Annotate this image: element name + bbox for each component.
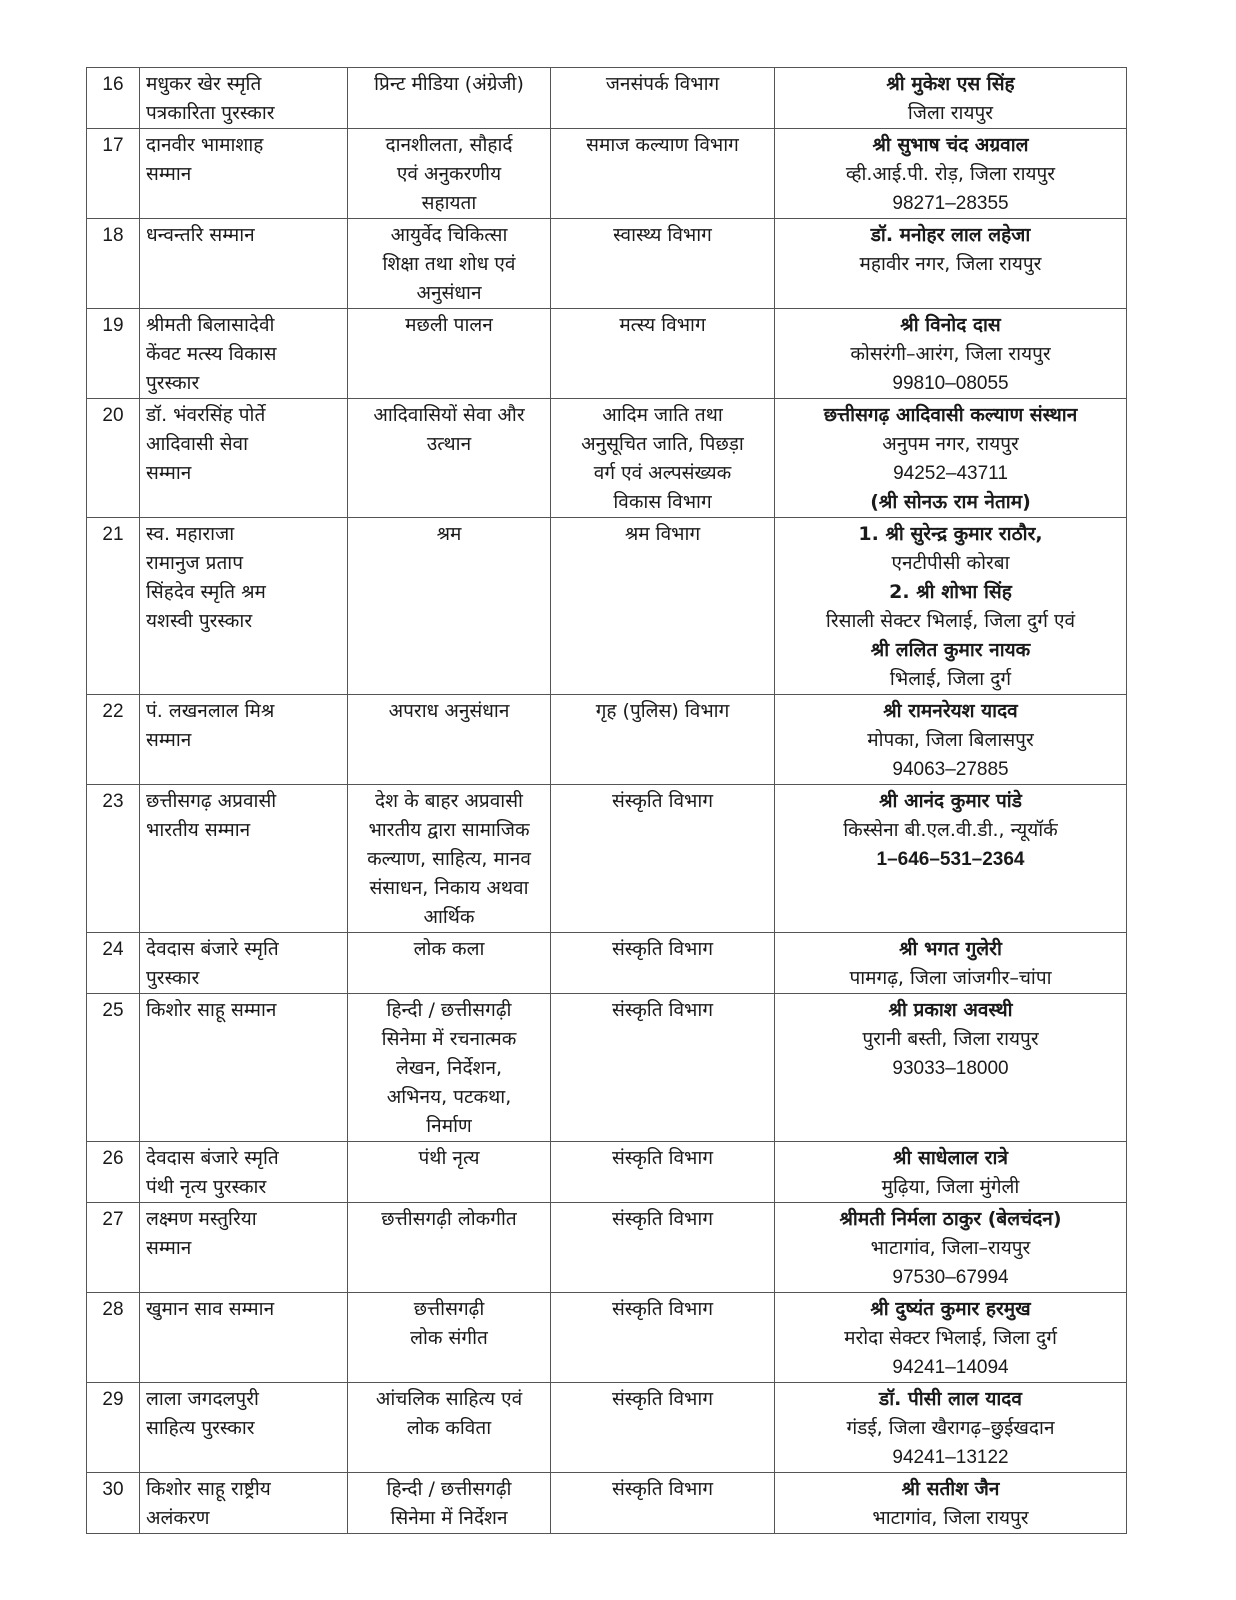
department-cell — [551, 1473, 775, 1534]
serial-number: 22 — [102, 701, 124, 722]
serial-number-cell — [87, 1203, 140, 1293]
award-name-cell — [140, 309, 348, 399]
recipient-address: गंडई, जिला खैरागढ़–छुईखदान — [846, 1417, 1055, 1439]
award-name-line: छत्तीसगढ़ अप्रवासी — [146, 790, 277, 812]
award-field-line: शिक्षा तथा शोध एवं — [382, 253, 516, 275]
table-row — [87, 1473, 1127, 1534]
award-field-cell — [348, 1473, 551, 1534]
award-name-line: साहित्य पुरस्कार — [146, 1417, 255, 1439]
award-field-line: आदिवासियों सेवा और — [373, 404, 525, 426]
award-name-line: लाला जगदलपुरी — [146, 1388, 259, 1410]
recipient-cell — [775, 1203, 1127, 1293]
recipient-address: भाटागांव, जिला–रायपुर — [870, 1237, 1031, 1259]
serial-number-cell — [87, 518, 140, 695]
recipient-phone: 94063–27885 — [892, 759, 1009, 780]
department-cell — [551, 695, 775, 785]
serial-number: 21 — [102, 524, 124, 545]
award-field-line: एवं अनुकरणीय — [396, 163, 502, 185]
department-cell — [551, 518, 775, 695]
awards-table — [86, 67, 1127, 1534]
department-line: संस्कृति विभाग — [611, 1147, 714, 1169]
department-cell — [551, 933, 775, 994]
award-field-cell — [348, 994, 551, 1142]
serial-number: 23 — [102, 791, 124, 812]
recipient-name: 2. श्री शोभा सिंह — [889, 581, 1012, 603]
award-field-line: आंचलिक साहित्य एवं — [375, 1388, 523, 1410]
recipient-cell — [775, 695, 1127, 785]
department-line: वर्ग एवं अल्पसंख्यक — [593, 462, 732, 484]
department-line: विकास विभाग — [613, 491, 712, 513]
award-name-line: पं. लखनलाल मिश्र — [146, 700, 275, 722]
recipient-phone: 94241–14094 — [892, 1357, 1009, 1378]
department-line: श्रम विभाग — [624, 523, 701, 545]
recipient-cell — [775, 68, 1127, 129]
recipient-name: श्री आनंद कुमार पांडे — [879, 790, 1022, 812]
table-row — [87, 785, 1127, 933]
award-field-line: छत्तीसगढ़ी लोकगीत — [381, 1208, 517, 1230]
award-field-line: भारतीय द्वारा सामाजिक — [368, 819, 530, 841]
department-line: संस्कृति विभाग — [611, 1298, 714, 1320]
recipient-address: भाटागांव, जिला रायपुर — [872, 1507, 1029, 1529]
award-field-line: सिनेमा में रचनात्मक — [381, 1028, 517, 1050]
award-field-line: छत्तीसगढ़ी — [413, 1298, 485, 1320]
recipient-address: एनटीपीसी कोरबा — [891, 552, 1010, 574]
recipient-name: श्री सतीश जैन — [901, 1478, 1000, 1500]
award-field-line: अनुसंधान — [416, 282, 482, 304]
recipient-address: व्ही.आई.पी. रोड़, जिला रायपुर — [845, 163, 1056, 185]
award-field-line: सहायता — [421, 192, 477, 214]
award-name-line: पुरस्कार — [146, 967, 200, 989]
award-field-line: देश के बाहर अप्रवासी — [375, 790, 523, 812]
award-name-cell — [140, 1473, 348, 1534]
award-name-cell — [140, 129, 348, 219]
award-field-line: अभिनय, पटकथा, — [386, 1086, 512, 1108]
recipient-cell — [775, 785, 1127, 933]
serial-number: 28 — [102, 1299, 124, 1320]
department-line: अनुसूचित जाति, पिछड़ा — [581, 433, 744, 455]
table-row — [87, 1142, 1127, 1203]
department-cell — [551, 994, 775, 1142]
award-field-cell — [348, 695, 551, 785]
recipient-cell — [775, 1293, 1127, 1383]
recipient-name: श्री ललित कुमार नायक — [870, 639, 1031, 661]
award-field-line: लोक संगीत — [410, 1327, 488, 1349]
recipient-name: श्रीमती निर्मला ठाकुर (बेलचंदन) — [839, 1208, 1062, 1230]
award-name-cell — [140, 933, 348, 994]
recipient-address: मोपका, जिला बिलासपुर — [867, 729, 1034, 751]
recipient-cell — [775, 518, 1127, 695]
award-name-cell — [140, 219, 348, 309]
serial-number: 29 — [102, 1389, 124, 1410]
award-field-line: श्रम — [436, 523, 462, 545]
award-field-cell — [348, 1203, 551, 1293]
recipient-address: पुरानी बस्ती, जिला रायपुर — [862, 1028, 1039, 1050]
serial-number-cell — [87, 68, 140, 129]
award-field-line: सिनेमा में निर्देशन — [390, 1507, 508, 1529]
table-row — [87, 518, 1127, 695]
recipient-name: श्री प्रकाश अवस्थी — [888, 999, 1013, 1021]
award-field-line: दानशीलता, सौहार्द — [385, 134, 513, 156]
department-cell — [551, 129, 775, 219]
serial-number: 19 — [102, 315, 124, 336]
award-name-line: सम्मान — [146, 462, 192, 484]
table-row — [87, 68, 1127, 129]
award-field-line: लेखन, निर्देशन, — [395, 1057, 503, 1079]
recipient-cell — [775, 1473, 1127, 1534]
recipient-address: अनुपम नगर, रायपुर — [882, 433, 1019, 455]
awards-table-body — [87, 68, 1127, 1534]
department-line: आदिम जाति तथा — [602, 404, 723, 426]
serial-number-cell — [87, 933, 140, 994]
award-field-cell — [348, 518, 551, 695]
recipient-phone: 94241–13122 — [892, 1447, 1009, 1468]
table-row — [87, 933, 1127, 994]
award-field-line: आर्थिक — [423, 906, 475, 928]
department-line: गृह (पुलिस) विभाग — [595, 700, 730, 722]
department-cell — [551, 309, 775, 399]
award-name-cell — [140, 695, 348, 785]
serial-number: 17 — [102, 135, 124, 156]
serial-number-cell — [87, 1142, 140, 1203]
recipient-name: श्री भगत गुलेरी — [899, 938, 1002, 960]
department-line: संस्कृति विभाग — [611, 790, 714, 812]
award-name-line: लक्ष्मण मस्तुरिया — [146, 1208, 257, 1230]
recipient-phone: 93033–18000 — [892, 1058, 1009, 1079]
department-line: संस्कृति विभाग — [611, 1478, 714, 1500]
recipient-cell — [775, 309, 1127, 399]
award-name-line: भारतीय सम्मान — [146, 819, 251, 841]
award-name-line: सम्मान — [146, 729, 192, 751]
department-line: जनसंपर्क विभाग — [605, 73, 720, 95]
department-cell — [551, 1383, 775, 1473]
recipient-cell — [775, 933, 1127, 994]
recipient-name: (श्री सोनऊ राम नेताम) — [870, 491, 1031, 513]
award-name-line: किशोर साहू राष्ट्रीय — [146, 1478, 271, 1500]
award-name-cell — [140, 1293, 348, 1383]
serial-number-cell — [87, 1473, 140, 1534]
award-name-line: पुरस्कार — [146, 372, 200, 394]
award-name-line: रामानुज प्रताप — [146, 552, 244, 574]
award-field-line: हिन्दी / छत्तीसगढ़ी — [386, 1478, 512, 1500]
serial-number: 25 — [102, 1000, 124, 1021]
award-field-line: पंथी नृत्य — [418, 1147, 480, 1169]
table-row — [87, 695, 1127, 785]
award-field-cell — [348, 1142, 551, 1203]
table-row — [87, 309, 1127, 399]
serial-number-cell — [87, 129, 140, 219]
department-cell — [551, 1203, 775, 1293]
award-field-line: प्रिन्ट मीडिया (अंग्रेजी) — [374, 73, 524, 95]
award-name-line: सिंहदेव स्मृति श्रम — [146, 581, 266, 603]
award-field-line: आयुर्वेद चिकित्सा — [390, 224, 508, 246]
award-name-line: डॉ. भंवरसिंह पोर्ते — [146, 404, 266, 426]
award-field-cell — [348, 309, 551, 399]
recipient-cell — [775, 129, 1127, 219]
table-row — [87, 129, 1127, 219]
recipient-phone: 98271–28355 — [892, 193, 1009, 214]
recipient-address: कोसरंगी–आरंग, जिला रायपुर — [850, 343, 1051, 365]
award-field-cell — [348, 399, 551, 518]
department-cell — [551, 219, 775, 309]
department-line: मत्स्य विभाग — [619, 314, 706, 336]
department-line: स्वास्थ्य विभाग — [613, 224, 712, 246]
serial-number-cell — [87, 785, 140, 933]
department-cell — [551, 785, 775, 933]
recipient-cell — [775, 219, 1127, 309]
department-line: समाज कल्याण विभाग — [586, 134, 739, 156]
award-field-line: मछली पालन — [405, 314, 493, 336]
recipient-address: भिलाई, जिला दुर्ग — [889, 668, 1012, 690]
recipient-name: डॉ. पीसी लाल यादव — [879, 1388, 1022, 1410]
award-name-line: आदिवासी सेवा — [146, 433, 249, 455]
recipient-address: रिसाली सेक्टर भिलाई, जिला दुर्ग एवं — [825, 610, 1076, 632]
table-row — [87, 994, 1127, 1142]
table-row — [87, 399, 1127, 518]
recipient-address: किस्सेना बी.एल.वी.डी., न्यूयॉर्क — [843, 819, 1058, 841]
department-cell — [551, 68, 775, 129]
serial-number-cell — [87, 399, 140, 518]
award-name-line: किशोर साहू सम्मान — [146, 999, 277, 1021]
serial-number-cell — [87, 695, 140, 785]
recipient-name: श्री रामनरेयश यादव — [883, 700, 1018, 722]
table-row — [87, 1293, 1127, 1383]
award-field-line: लोक कविता — [406, 1417, 492, 1439]
department-cell — [551, 1293, 775, 1383]
award-name-line: स्व. महाराजा — [146, 523, 235, 545]
award-name-cell — [140, 785, 348, 933]
serial-number-cell — [87, 994, 140, 1142]
award-name-cell — [140, 1142, 348, 1203]
serial-number-cell — [87, 1293, 140, 1383]
recipient-address: महावीर नगर, जिला रायपुर — [859, 253, 1042, 275]
award-field-cell — [348, 785, 551, 933]
recipient-name: श्री मुकेश एस सिंह — [886, 73, 1015, 95]
award-field-line: निर्माण — [426, 1115, 472, 1137]
recipient-name: श्री साधेलाल रात्रे — [893, 1147, 1008, 1169]
recipient-name: श्री विनोद दास — [900, 314, 1001, 336]
award-field-line: हिन्दी / छत्तीसगढ़ी — [386, 999, 512, 1021]
department-line: संस्कृति विभाग — [611, 1208, 714, 1230]
award-field-line: लोक कला — [413, 938, 485, 960]
department-cell — [551, 1142, 775, 1203]
serial-number: 27 — [102, 1209, 124, 1230]
award-name-line: पंथी नृत्य पुरस्कार — [146, 1176, 267, 1198]
award-field-cell — [348, 129, 551, 219]
serial-number: 24 — [102, 939, 124, 960]
recipient-phone: 1–646–531–2364 — [876, 849, 1025, 870]
award-field-cell — [348, 1383, 551, 1473]
serial-number-cell — [87, 309, 140, 399]
award-name-line: देवदास बंजारे स्मृति — [146, 938, 279, 960]
award-name-line: देवदास बंजारे स्मृति — [146, 1147, 279, 1169]
recipient-name: श्री दुष्यंत कुमार हरमुख — [870, 1298, 1031, 1320]
award-name-line: पत्रकारिता पुरस्कार — [146, 102, 275, 124]
table-row — [87, 1203, 1127, 1293]
award-name-line: अलंकरण — [146, 1507, 210, 1529]
award-field-line: कल्याण, साहित्य, मानव — [367, 848, 531, 870]
recipient-cell — [775, 399, 1127, 518]
recipient-name: डॉ. मनोहर लाल लहेजा — [870, 224, 1031, 246]
recipient-cell — [775, 994, 1127, 1142]
recipient-name: 1. श्री सुरेन्द्र कुमार राठौर, — [858, 523, 1043, 545]
serial-number: 20 — [102, 405, 124, 426]
recipient-address: मरोदा सेक्टर भिलाई, जिला दुर्ग — [844, 1327, 1057, 1349]
award-name-cell — [140, 1383, 348, 1473]
serial-number: 18 — [102, 225, 124, 246]
award-name-line: मधुकर खेर स्मृति — [146, 73, 262, 95]
award-field-cell — [348, 68, 551, 129]
serial-number-cell — [87, 219, 140, 309]
department-line: संस्कृति विभाग — [611, 938, 714, 960]
award-name-line: यशस्वी पुरस्कार — [146, 610, 253, 632]
recipient-address: मुढ़िया, जिला मुंगेली — [881, 1176, 1020, 1198]
table-row — [87, 219, 1127, 309]
award-name-line: धन्वन्तरि सम्मान — [146, 224, 255, 246]
recipient-phone: 99810–08055 — [892, 373, 1009, 394]
recipient-address: जिला रायपुर — [907, 102, 994, 124]
award-name-cell — [140, 994, 348, 1142]
department-line: संस्कृति विभाग — [611, 999, 714, 1021]
award-field-line: संसाधन, निकाय अथवा — [369, 877, 529, 899]
award-field-cell — [348, 219, 551, 309]
award-field-cell — [348, 1293, 551, 1383]
award-name-cell — [140, 399, 348, 518]
department-cell — [551, 399, 775, 518]
award-name-line: दानवीर भामाशाह — [146, 134, 264, 156]
award-field-cell — [348, 933, 551, 994]
recipient-cell — [775, 1142, 1127, 1203]
recipient-phone: 94252–43711 — [893, 463, 1008, 484]
serial-number: 16 — [102, 74, 124, 95]
recipient-phone: 97530–67994 — [892, 1267, 1009, 1288]
award-name-cell — [140, 1203, 348, 1293]
recipient-name: छत्तीसगढ़ आदिवासी कल्याण संस्थान — [823, 404, 1078, 426]
award-field-line: उत्थान — [426, 433, 472, 455]
award-name-line: सम्मान — [146, 163, 192, 185]
recipient-name: श्री सुभाष चंद अग्रवाल — [872, 134, 1029, 156]
serial-number: 26 — [102, 1148, 124, 1169]
award-name-cell — [140, 68, 348, 129]
award-name-line: सम्मान — [146, 1237, 192, 1259]
award-name-line: श्रीमती बिलासादेवी — [146, 314, 275, 336]
award-name-line: केंवट मत्स्य विकास — [146, 343, 277, 365]
table-row — [87, 1383, 1127, 1473]
serial-number: 30 — [102, 1479, 124, 1500]
award-field-line: अपराध अनुसंधान — [388, 700, 510, 722]
department-line: संस्कृति विभाग — [611, 1388, 714, 1410]
recipient-cell — [775, 1383, 1127, 1473]
award-name-line: खुमान साव सम्मान — [146, 1298, 275, 1320]
recipient-address: पामगढ़, जिला जांजगीर–चांपा — [849, 967, 1052, 989]
award-name-cell — [140, 518, 348, 695]
serial-number-cell — [87, 1383, 140, 1473]
